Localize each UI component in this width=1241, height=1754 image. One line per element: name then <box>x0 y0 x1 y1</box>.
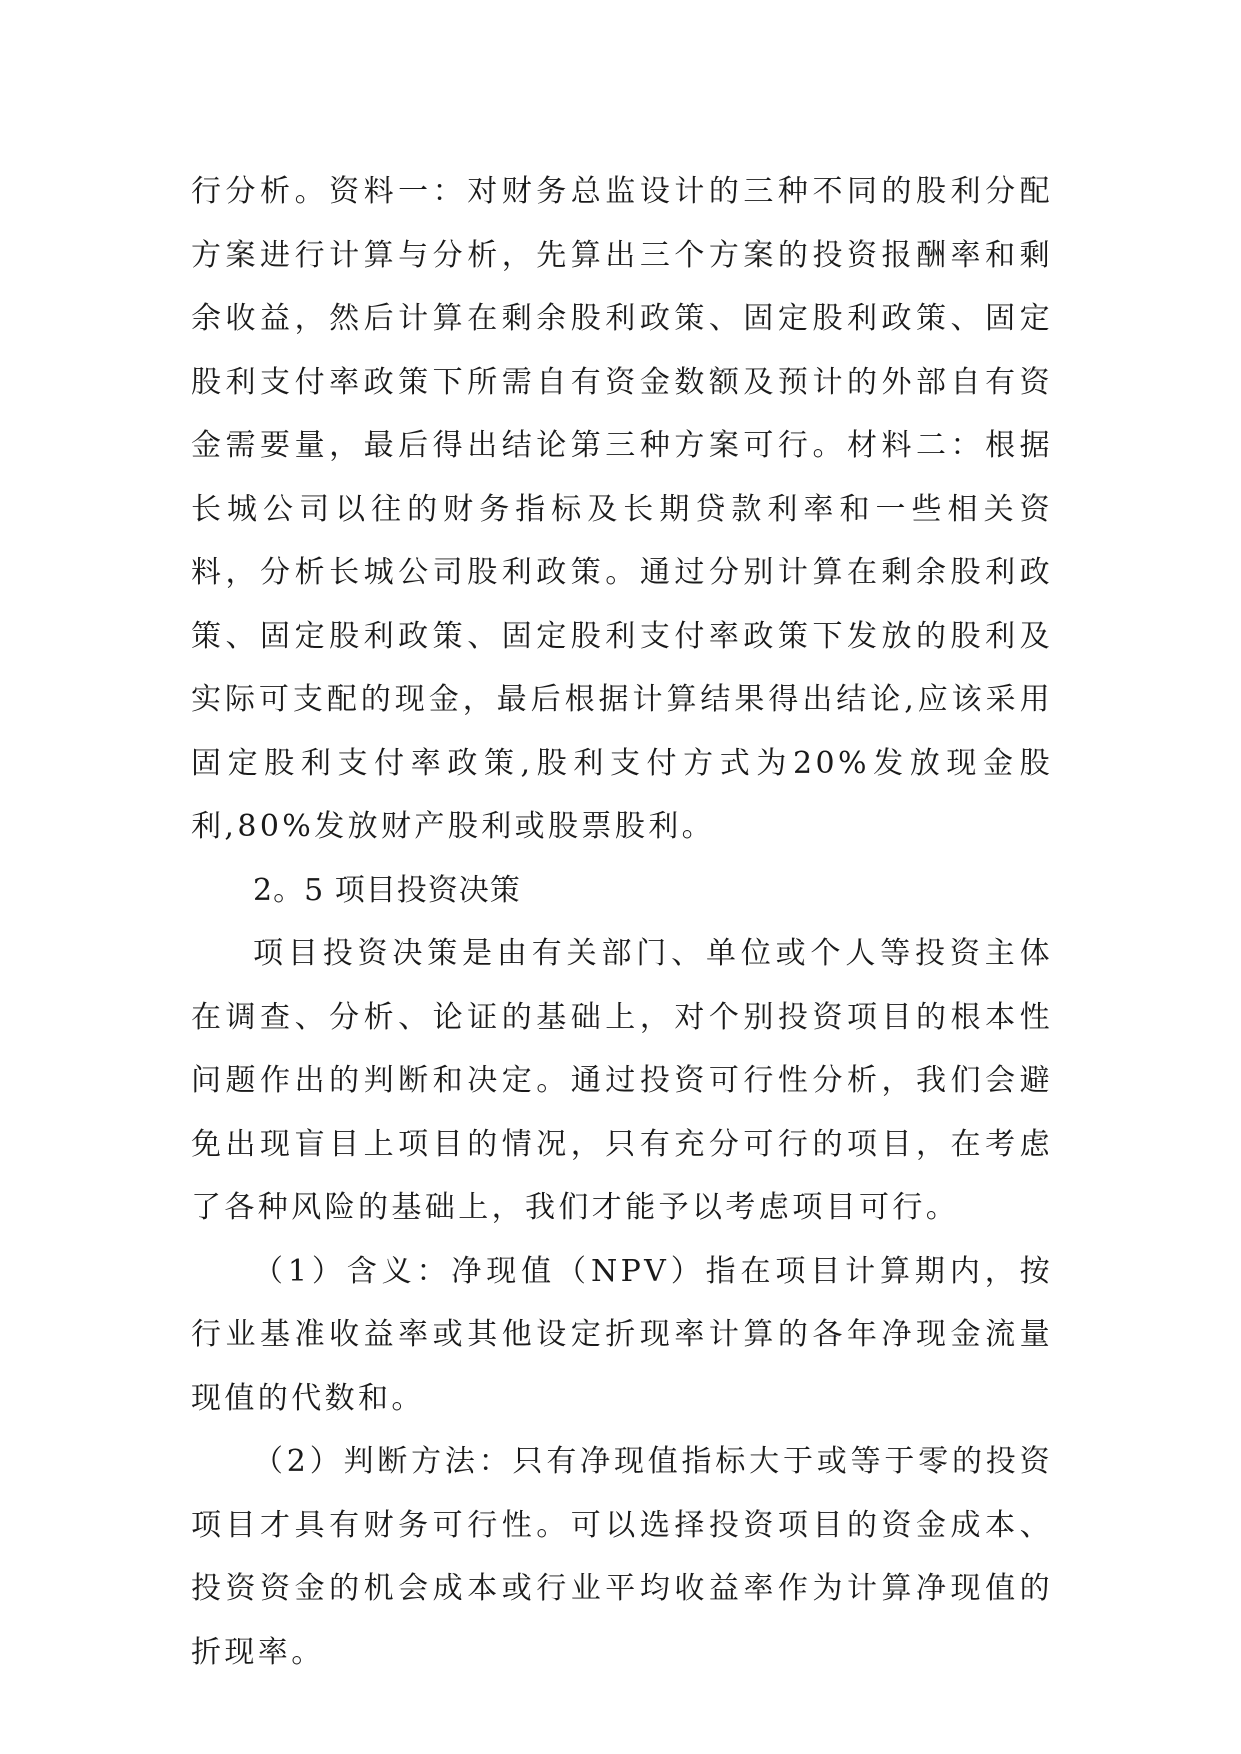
section-heading-project-investment: 2。5 项目投资决策 <box>253 872 521 908</box>
document-body <box>191 160 1053 1684</box>
paragraph-npv-definition: （1）含义：净现值（NPV）指在项目计算期内，按行业基准收益率或其他设定折现率计算的各年净现金流量现值的代数和。 <box>191 1253 1053 1416</box>
paragraph-dividend-analysis: 行分析。资料一：对财务总监设计的三种不同的股利分配方案进行计算与分析，先算出三个方案的投资报酬率和剩余收益，然后计算在剩余股利政策、固定股利政策、固定股利支付率政策下所需自有资金数额及预计的外部自有资金需要量，最后得出结论第三种方案可行。材料二：根据长城公司以往的财务指标及长期贷款利率和一些相关资料，分析长城公司股利政策。通过分别计算在剩余股利政策、固定股利政策、固定股利支付率政策下发放的股利及实际可支配的现金，最后根据计算结果得出结论,应该采用固定股利支付率政策,股利支付方式为20%发放现金股利,80%发放财产股利或股票股利。 <box>191 174 1053 844</box>
paragraph-project-investment-decision: 项目投资决策是由有关部门、单位或个人等投资主体在调查、分析、论证的基础上，对个别投资项目的根本性问题作出的判断和决定。通过投资可行性分析，我们会避免出现盲目上项目的情况，只有充分可行的项目，在考虑了各种风险的基础上，我们才能予以考虑项目可行。 <box>191 936 1053 1225</box>
paragraph-npv-judgment: （2）判断方法：只有净现值指标大于或等于零的投资项目才具有财务可行性。可以选择投资项目的资金成本、投资资金的机会成本或行业平均收益率作为计算净现值的折现率。 <box>191 1444 1053 1670</box>
